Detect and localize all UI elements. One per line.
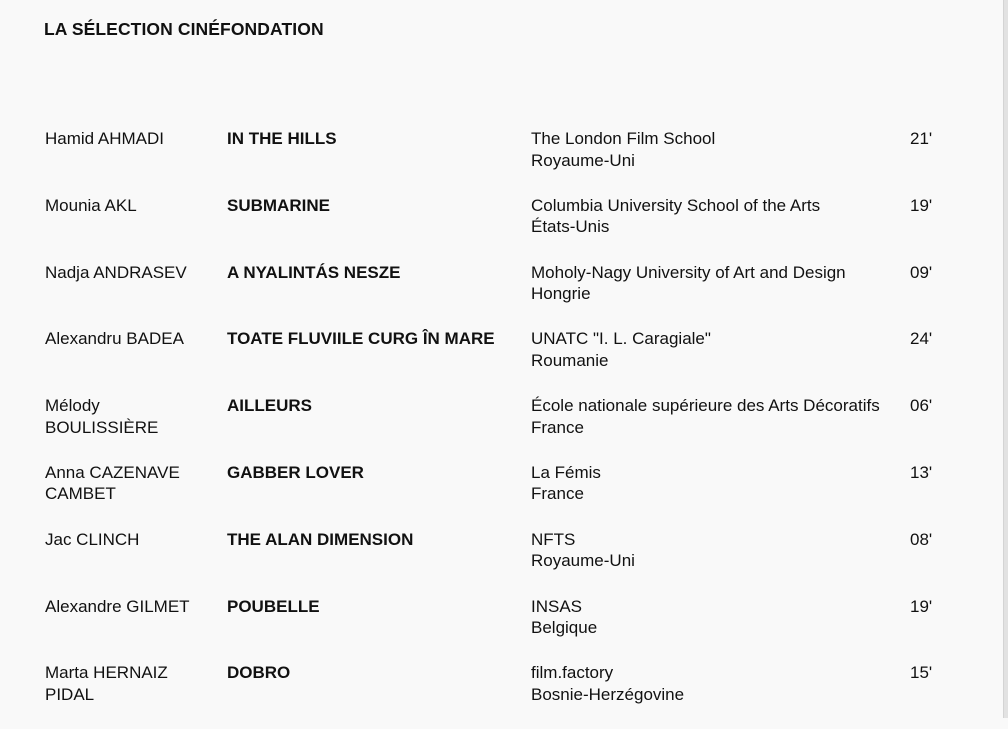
school-name: INSAS [531, 596, 583, 616]
film-entry [45, 462, 945, 529]
school-country: Royaume-Uni [531, 551, 635, 571]
school-country: Hongrie [531, 284, 591, 304]
director-name: Mélody BOULISSIÈRE [45, 396, 159, 437]
school-info [531, 462, 601, 505]
director-name: Hamid AHMADI [45, 129, 165, 148]
film-entry [45, 195, 945, 262]
school-country: Bosnie-Herzégovine [531, 684, 685, 704]
school-country: France [531, 484, 584, 504]
school-info [531, 596, 597, 639]
school-name: Columbia University School of the Arts [531, 195, 821, 215]
film-duration: 24' [910, 329, 933, 349]
director-name: Jac CLINCH [45, 529, 140, 549]
film-title: THE ALAN DIMENSION [227, 529, 414, 549]
school-info [531, 195, 820, 238]
school-name: NFTS [531, 529, 576, 549]
school-info [531, 262, 846, 305]
page-title: LA SÉLECTION CINÉFONDATION [44, 19, 324, 39]
film-title: GABBER LOVER [227, 462, 364, 482]
school-info [531, 662, 684, 705]
film-title: TOATE FLUVIILE CURG ÎN MARE [227, 329, 495, 349]
film-list [45, 128, 945, 729]
film-duration: 13' [910, 462, 933, 482]
school-info [531, 128, 715, 171]
film-duration: 09' [910, 262, 933, 282]
film-duration: 19' [910, 195, 933, 215]
film-entry [45, 128, 945, 195]
school-name: The London Film School [531, 129, 716, 148]
film-title: DOBRO [227, 663, 291, 683]
director-name: Anna CAZENAVE CAMBET [45, 462, 180, 504]
film-title: AILLEURS [227, 396, 312, 416]
school-info [531, 529, 635, 572]
school-name: UNATC "I. L. Caragiale" [531, 329, 711, 349]
school-country: Roumanie [531, 350, 609, 370]
school-country: États-Unis [531, 217, 610, 237]
film-entry [45, 596, 945, 663]
film-title: POUBELLE [227, 596, 320, 616]
school-country: Royaume-Uni [531, 150, 635, 170]
director-name: Marta HERNAIZ PIDAL [45, 663, 168, 704]
director-name: Alexandre GILMET [45, 596, 190, 616]
film-duration: 08' [910, 529, 933, 549]
film-entry [45, 395, 945, 462]
film-entry [45, 262, 945, 329]
film-duration: 21' [910, 129, 933, 148]
film-title: A NYALINTÁS NESZE [227, 262, 401, 282]
film-entry [45, 662, 945, 729]
film-entry [45, 529, 945, 596]
school-name: La Fémis [531, 462, 601, 482]
film-title: IN THE HILLS [227, 129, 337, 148]
school-info [531, 395, 880, 438]
film-duration: 15' [910, 663, 933, 683]
film-duration: 19' [910, 596, 933, 616]
school-name: École nationale supérieure des Arts Décoratifs [531, 396, 880, 416]
school-country: France [531, 417, 584, 437]
film-title: SUBMARINE [227, 195, 330, 215]
director-name: Alexandru BADEA [45, 329, 184, 349]
director-name: Nadja ANDRASEV [45, 262, 187, 282]
page-edge [1003, 0, 1008, 718]
film-entry [45, 328, 945, 395]
school-name: film.factory [531, 663, 614, 683]
film-duration: 06' [910, 396, 933, 416]
school-country: Belgique [531, 618, 598, 638]
school-name: Moholy-Nagy University of Art and Design [531, 262, 846, 282]
director-name: Mounia AKL [45, 195, 137, 215]
school-info [531, 328, 711, 371]
